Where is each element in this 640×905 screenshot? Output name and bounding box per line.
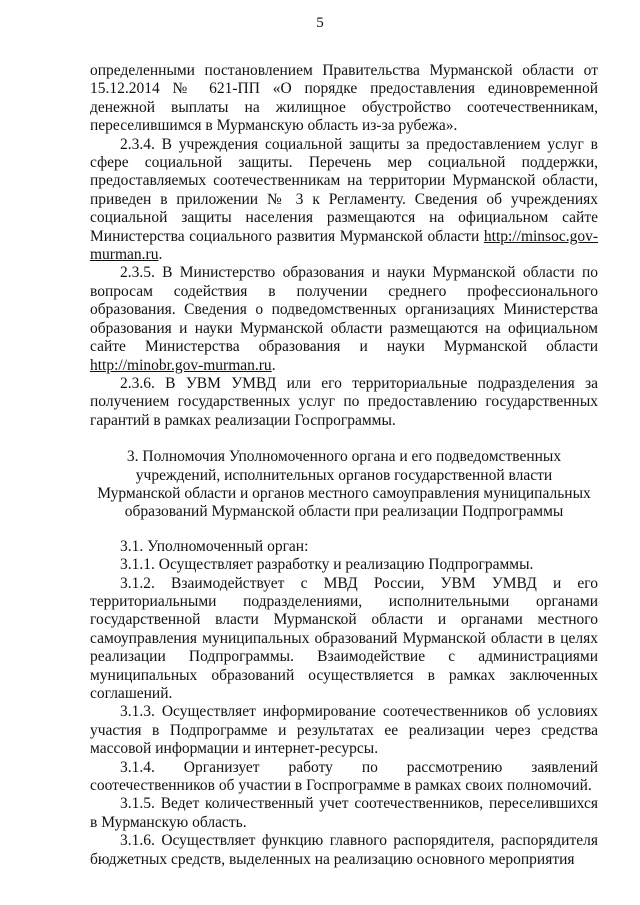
paragraph-3-1-2: 3.1.2. Взаимодействует с МВД России, УВМ УМВД и его территориальными подразделениями, исполнительными органами государственной власти Мурманской области и органами местного самоуправления муниципальных образований Мурманской области в целях реализации Подпрограммы. Взаимодействие с администрациями муниципальных образований осуществляется в рамках заключенных соглашений. [90,574,598,702]
paragraph-3-1-5: 3.1.5. Ведет количественный учет соотечественников, переселившихся в Мурманскую область. [90,795,598,831]
paragraph-2-3-5-text: 2.3.5. В Министерство образования и науки Мурманской области по вопросам содействия в получении среднего профессионального образования. Сведения о подведомственных организациях Министерства образования и науки Мурманской области размещаются на официальном сайте Министерства образования и науки Мурманской области [90,264,598,356]
paragraph-continuation: определенными постановлением Правительства Мурманской области от 15.12.2014 № 621-ПП «О порядке предоставления единовременной денежной выплаты на жилищное обустройство соотечественникам, переселившимся в Мурманскую область из-за рубежа». [90,62,598,135]
paragraph-2-3-4 [90,136,598,265]
page-number: 5 [316,15,324,31]
document-body [90,62,598,869]
paragraph-2-3-6: 2.3.6. В УВМ УМВД или его территориальные подразделения за получением государственных услуг по предоставлению государственных гарантий в рамках реализации Госпрограммы. [90,374,598,429]
minobr-link[interactable]: http://minobr.gov-murman.ru [90,356,272,374]
paragraph-3-1-1: 3.1.1. Осуществляет разработку и реализацию Подпрограммы. [120,556,534,574]
paragraph-3-1-6: 3.1.6. Осуществляет функцию главного распорядителя, распорядителя бюджетных средств, выделенных на реализацию основного мероприятия [90,832,598,868]
paragraph-3-1-3: 3.1.3. Осуществляет информирование соотечественников об условиях участия в Подпрограмме и результатах ее реализации через средства массовой информации и интернет-ресурсы. [90,703,598,758]
paragraph-2-3-5-tail: . [271,356,276,374]
paragraph-3-1: 3.1. Уполномоченный орган: [120,537,309,555]
paragraph-2-3-4-tail: . [158,246,163,264]
section-heading: 3. Полномочия Уполномоченного органа и его подведомственных учреждений, исполнительных органов государственной власти Мурманской области и органов местного самоуправления муниципальных образований Мурманской области при реализации Подпрограммы [97,448,591,521]
paragraph-2-3-5 [90,264,598,374]
minsoc-link[interactable]: http://minsoc.gov-murman.ru [90,227,598,264]
paragraph-3-1-4: 3.1.4. Организует работу по рассмотрению заявлений соотечественников об участии в Госпрограмме в рамках своих полномочий. [90,758,598,795]
paragraph-2-3-4-text: 2.3.4. В учреждения социальной защиты за предоставлением услуг в сфере социальной защиты. Перечень мер социальной поддержки, предоставляемых соотечественникам на территории Мурманской области, приведен в приложении № 3 к Регламенту. Сведения об учреждениях социальной защиты населения размещаются на официальном сайте Министерства социального развития Мурманской области [90,135,598,245]
